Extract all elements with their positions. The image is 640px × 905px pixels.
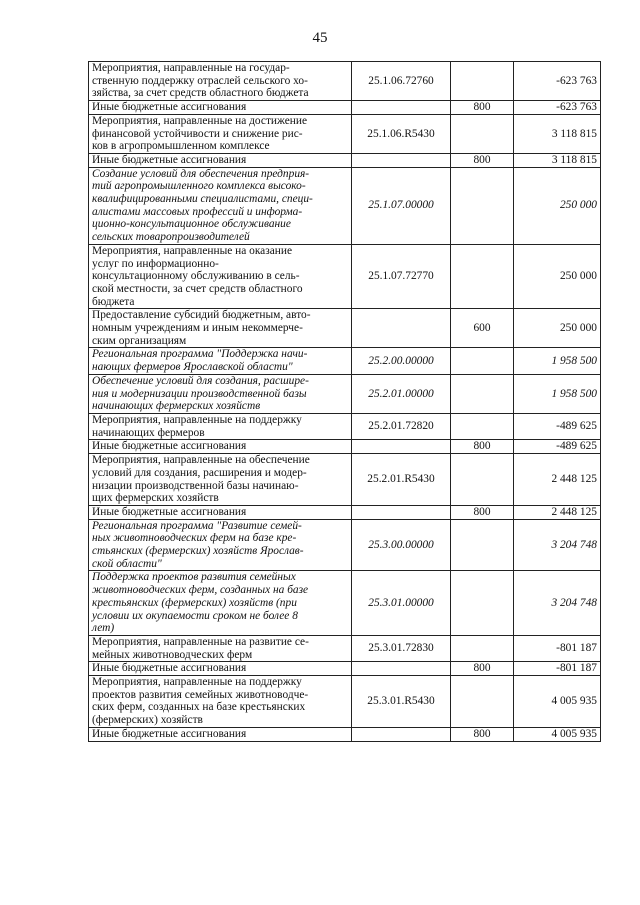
row-code-cell: 25.2.01.00000 [352,374,451,413]
row-code-cell: 25.1.06.R5430 [352,114,451,153]
row-code-cell [352,153,451,167]
row-sum-cell: 1 958 500 [514,374,601,413]
row-name-cell: Мероприятия, направленные на развитие се- мейных животноводческих ферм [89,635,352,661]
row-code-cell: 25.3.00.00000 [352,519,451,571]
row-code-cell [352,505,451,519]
row-sum-cell: 250 000 [514,309,601,348]
row-sum-cell: 2 448 125 [514,454,601,506]
table-row [89,676,601,728]
row-name-cell: Мероприятия, направленные на достижение финансовой устойчивости и снижение рис- ков в агропромышленном комплексе [89,114,352,153]
table-row [89,167,601,244]
row-kind-cell [451,348,514,374]
row-name-cell: Предоставление субсидий бюджетным, авто- номным учреждениям и иным некоммерче- ским организациям [89,309,352,348]
row-kind-cell [451,413,514,439]
row-kind-cell [451,454,514,506]
row-name-cell: Иные бюджетные ассигнования [89,727,352,741]
table-row [89,153,601,167]
row-code-cell: 25.1.06.72760 [352,62,451,101]
row-kind-cell [451,635,514,661]
row-name-cell: Создание условий для обеспечения предприя- тий агропромышленного комплекса высоко- квалифицированными специалистами, специ- алистами массовых профессий и информа- ционно-консультационное обслуживание сельских товаропроизводителей [89,167,352,244]
row-name-cell: Мероприятия, направленные на обеспечение условий для создания, расширения и модер- низации производственной базы начинаю- щих фермерских хозяйств [89,454,352,506]
table-row [89,374,601,413]
row-code-cell: 25.1.07.00000 [352,167,451,244]
row-kind-cell [451,62,514,101]
row-kind-cell: 800 [451,505,514,519]
budget-table [88,61,601,742]
row-name-cell: Иные бюджетные ассигнования [89,662,352,676]
table-row [89,62,601,101]
row-kind-cell: 800 [451,662,514,676]
row-sum-cell: -801 187 [514,635,601,661]
row-sum-cell: 2 448 125 [514,505,601,519]
row-kind-cell: 800 [451,153,514,167]
table-row [89,309,601,348]
table-row [89,505,601,519]
row-name-cell: Иные бюджетные ассигнования [89,101,352,115]
row-name-cell: Региональная программа "Поддержка начи- нающих фермеров Ярославской области" [89,348,352,374]
row-name-cell: Мероприятия, направленные на поддержку начинающих фермеров [89,413,352,439]
row-kind-cell [451,244,514,309]
table-row [89,101,601,115]
row-code-cell: 25.3.01.R5430 [352,676,451,728]
table-row [89,413,601,439]
row-name-cell: Иные бюджетные ассигнования [89,440,352,454]
row-sum-cell: 1 958 500 [514,348,601,374]
row-name-cell: Мероприятия, направленные на поддержку проектов развития семейных животноводче- ских ферм, созданных на базе крестьянских (фермерских) хозяйств [89,676,352,728]
budget-table-body [89,62,601,742]
row-code-cell: 25.2.00.00000 [352,348,451,374]
row-code-cell: 25.3.01.72830 [352,635,451,661]
table-row [89,662,601,676]
row-sum-cell: 3 204 748 [514,519,601,571]
row-sum-cell: 250 000 [514,167,601,244]
row-kind-cell: 800 [451,727,514,741]
row-kind-cell [451,167,514,244]
row-name-cell: Обеспечение условий для создания, расшире- ния и модернизации производственной базы начинающих фермерских хозяйств [89,374,352,413]
table-row [89,519,601,571]
row-sum-cell: -623 763 [514,101,601,115]
row-code-cell [352,440,451,454]
page-number: 45 [312,30,328,46]
row-code-cell [352,309,451,348]
row-sum-cell: 4 005 935 [514,676,601,728]
row-kind-cell: 600 [451,309,514,348]
row-name-cell: Иные бюджетные ассигнования [89,505,352,519]
row-sum-cell: 3 118 815 [514,114,601,153]
row-code-cell: 25.2.01.72820 [352,413,451,439]
row-code-cell: 25.1.07.72770 [352,244,451,309]
row-name-cell: Региональная программа "Развитие семей- ных животноводческих ферм на базе кре- стьянских (фермерских) хозяйств Ярослав- ской области" [89,519,352,571]
row-kind-cell [451,571,514,636]
row-sum-cell: 250 000 [514,244,601,309]
row-name-cell: Поддержка проектов развития семейных животноводческих ферм, созданных на базе крестьянских (фермерских) хозяйств (при условии их окупаемости сроком не более 8 лет) [89,571,352,636]
row-sum-cell: 3 118 815 [514,153,601,167]
table-row [89,571,601,636]
row-sum-cell: -489 625 [514,413,601,439]
row-code-cell: 25.2.01.R5430 [352,454,451,506]
table-row [89,727,601,741]
row-code-cell [352,101,451,115]
table-row [89,244,601,309]
row-name-cell: Мероприятия, направленные на государ- ственную поддержку отраслей сельского хо- зяйства, за счет средств областного бюджета [89,62,352,101]
table-row [89,440,601,454]
table-row [89,454,601,506]
row-sum-cell: -801 187 [514,662,601,676]
row-name-cell: Иные бюджетные ассигнования [89,153,352,167]
row-kind-cell [451,374,514,413]
row-kind-cell: 800 [451,101,514,115]
row-code-cell: 25.3.01.00000 [352,571,451,636]
table-row [89,348,601,374]
table-row [89,114,601,153]
row-sum-cell: 4 005 935 [514,727,601,741]
row-kind-cell [451,676,514,728]
row-code-cell [352,662,451,676]
table-row [89,635,601,661]
row-code-cell [352,727,451,741]
row-sum-cell: 3 204 748 [514,571,601,636]
row-sum-cell: -489 625 [514,440,601,454]
row-name-cell: Мероприятия, направленные на оказание услуг по информационно- консультационному обслуживанию в сель- ской местности, за счет средств областного бюджета [89,244,352,309]
row-kind-cell [451,519,514,571]
row-kind-cell [451,114,514,153]
row-kind-cell: 800 [451,440,514,454]
row-sum-cell: -623 763 [514,62,601,101]
